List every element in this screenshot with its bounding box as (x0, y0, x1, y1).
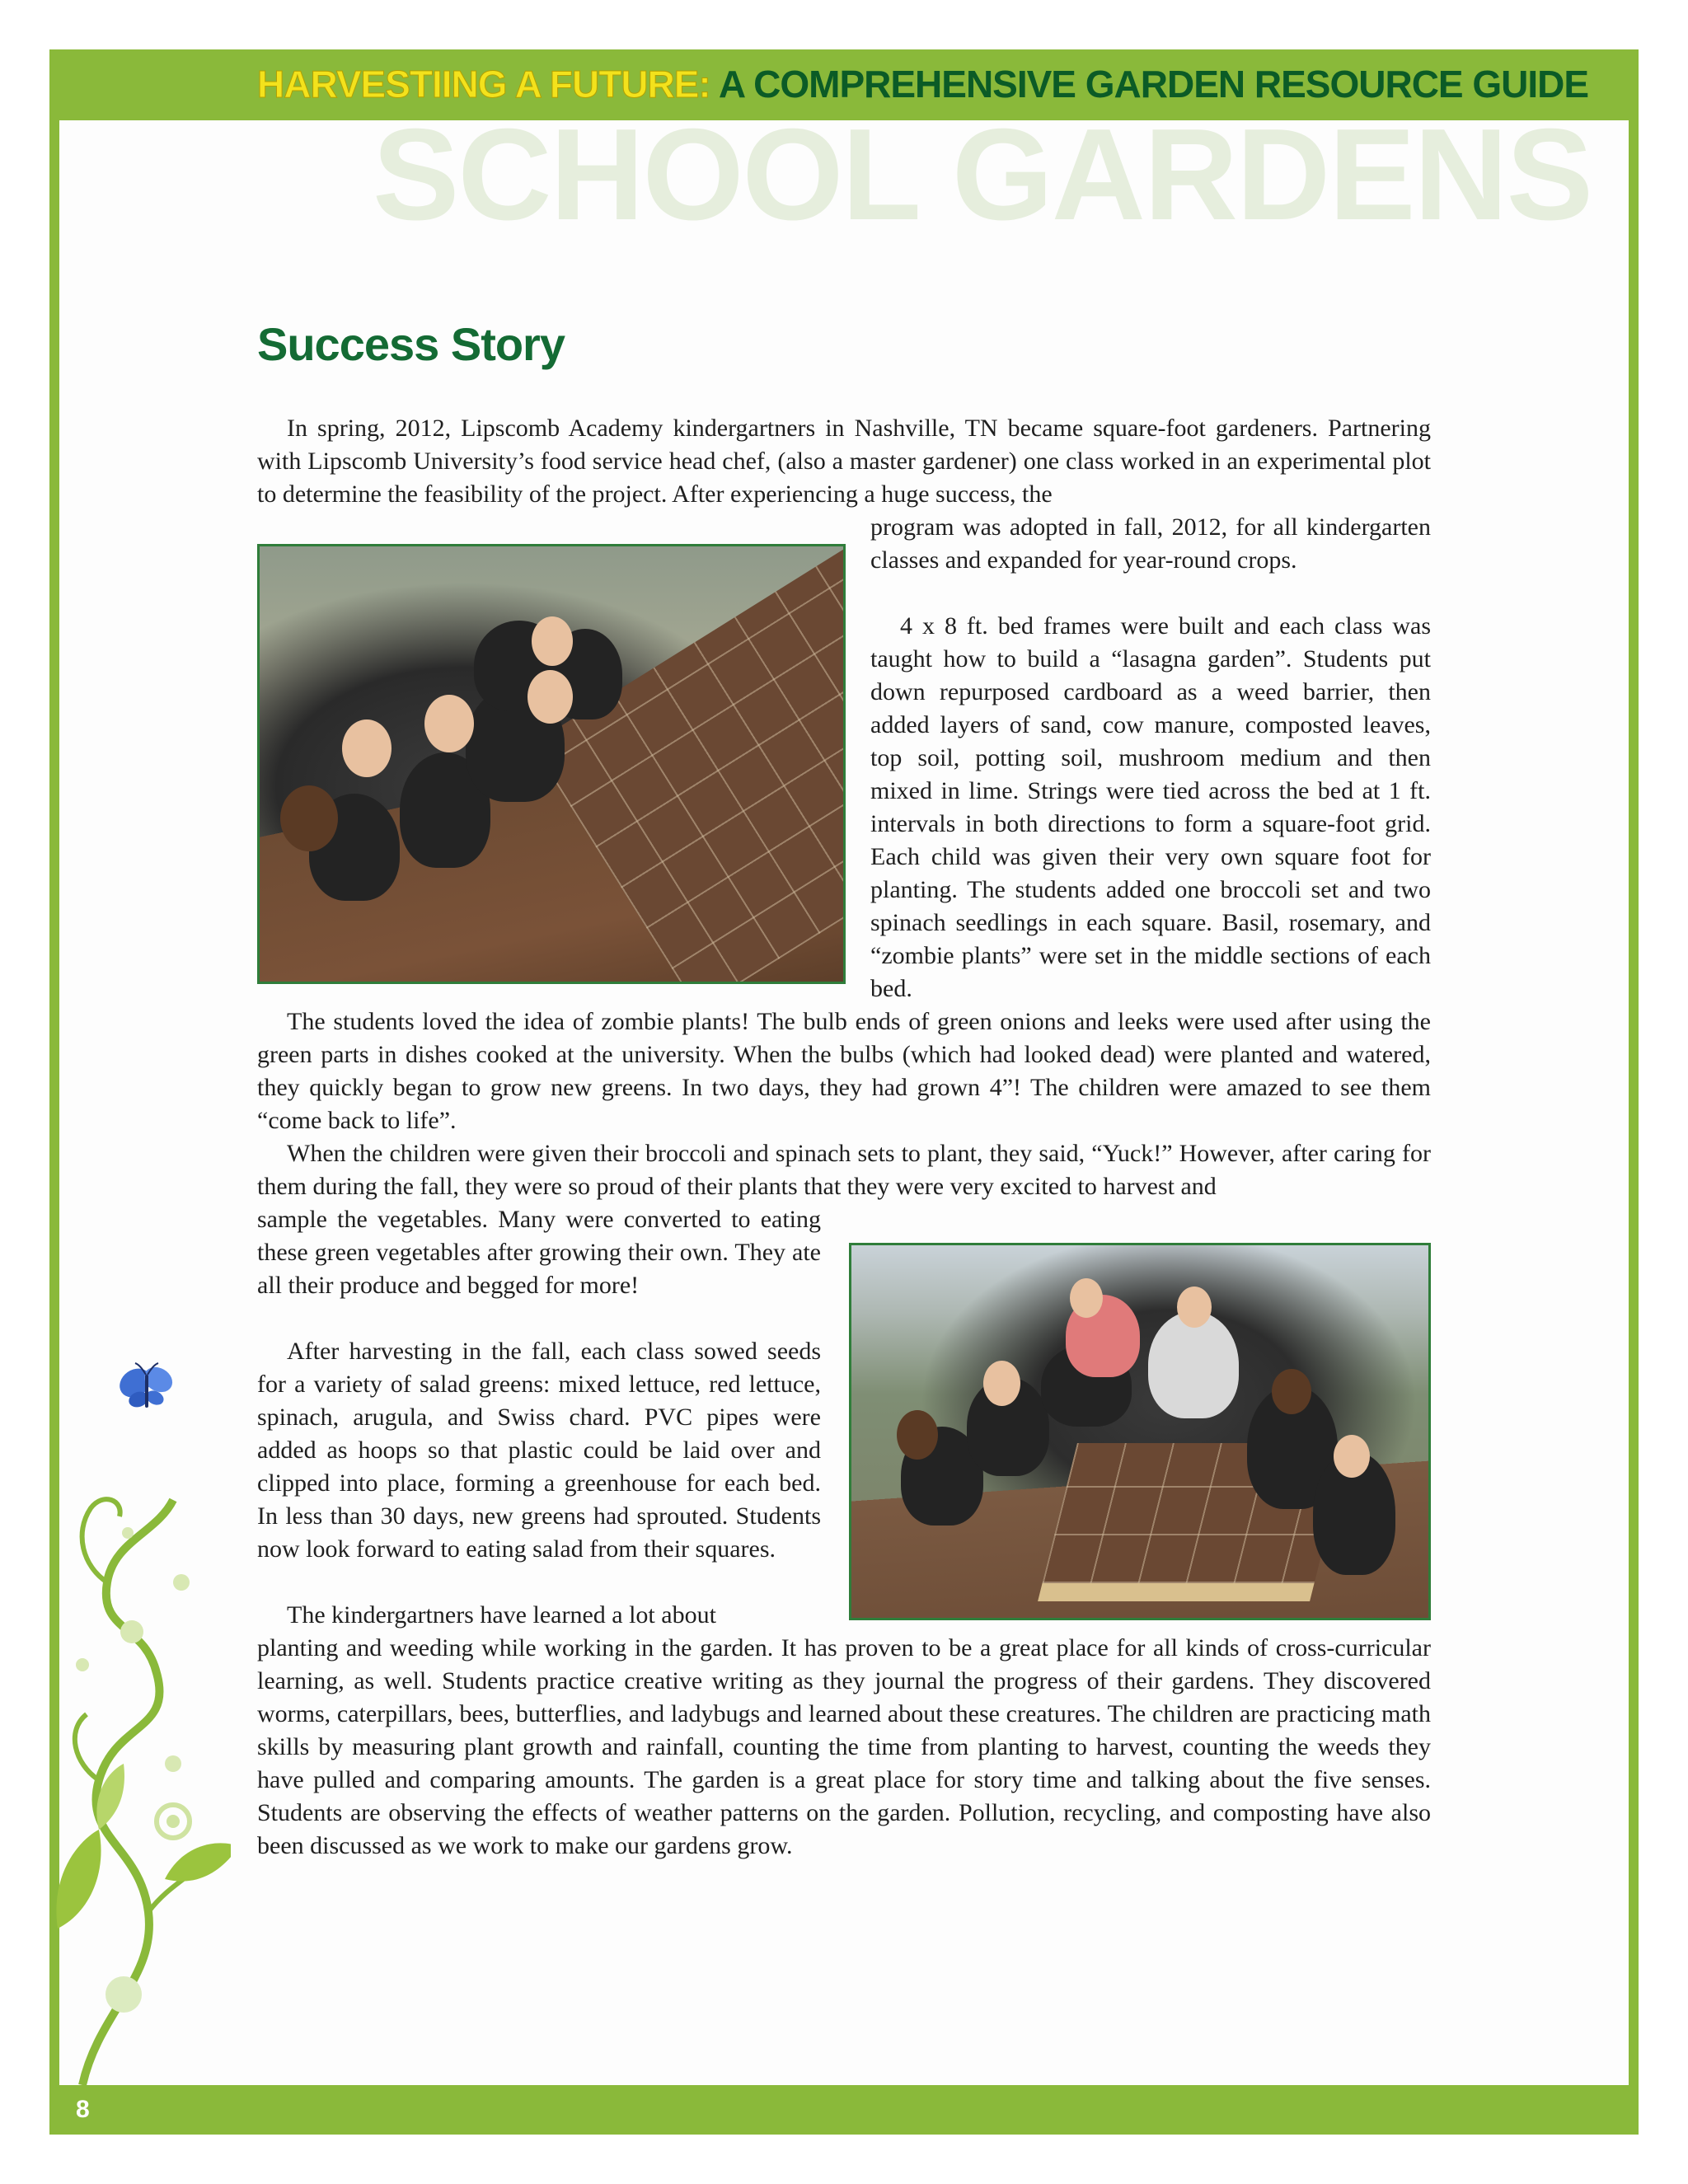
paragraph-zombie-plants (257, 1005, 1431, 1137)
paragraph-intro-continued-text: program was adopted in fall, 2012, for all kindergarten classes and expanded for year-round crops. (870, 513, 1431, 574)
paragraph-intro-text: In spring, 2012, Lipscomb Academy kindergartners in Nashville, TN became square-foot gardeners. Partnering with Lipscomb University’s food service head chef, (also a master gardener) one class worked in an experimental plot to determine the feasibility of the project. After experiencing a huge success, the (257, 415, 1431, 508)
child-face (528, 670, 573, 724)
child-face (342, 719, 392, 777)
paragraph-learning-continued-text: planting and weeding while working in the garden. It has proven to be a great place for all kinds of cross-curricular learning, as well. Students practice creative writing as they journal the progress of their gardens. They discovered worms, caterpillars, bees, butterflies, and ladybugs and learned about these creatures. The children are practicing math skills by measuring plant growth and rainfall, counting the time from planting to harvest, counting the weeds they have pulled and comparing amounts. The garden is a great place for story time and talking about the five senses. Students are observing the effects of weather patterns on the garden. Pollution, recycling, and composting have also been discussed as we work to make our gardens grow. (257, 1634, 1431, 1859)
guide-title-part2: A COMPREHENSIVE GARDEN RESOURCE GUIDE (718, 63, 1589, 105)
child-face (897, 1410, 938, 1460)
raised-bed (532, 544, 846, 984)
paragraph-bed-frames-text: 4 x 8 ft. bed frames were built and each class was taught how to build a “lasagna garden”. Students put down repurposed cardboard as a weed barrier, then added layers of sand, cow manure, composted leaves, top soil, potting soil, mushroom medium and then mixed in lime. Strings were tied across the bed at 1 ft. intervals in both directions to form a square-foot grid. Each child was given their very own square foot for planting. The students added one broccoli set and two spinach seedlings in each square. Basil, rosemary, and “zombie plants” were set in the middle sections of each bed. (870, 612, 1431, 1002)
paragraph-bed-frames (870, 610, 1431, 1005)
article-heading: Success Story (257, 318, 565, 370)
child-face (280, 785, 338, 851)
paragraph-zombie-plants-text: The students loved the idea of zombie plants! The bulb ends of green onions and leeks were used after using the green parts in dishes cooked at the university. When the bulbs (which had looked dead) were planted and watered, they quickly began to grow new greens. In two days, they had grown 4”! The children were amazed to see them “come back to life”. (257, 1008, 1431, 1134)
child-face (1272, 1369, 1311, 1414)
paragraph-intro-continued (870, 511, 1431, 577)
section-watermark: SCHOOL GARDENS (373, 102, 1592, 247)
footer-band (49, 2085, 1639, 2135)
adult-face (1177, 1286, 1212, 1328)
guide-title-part1: HARVESTIING A FUTURE: (257, 63, 710, 105)
paragraph-learning-continued (257, 1632, 1431, 1863)
paragraph-broccoli-text: When the children were given their broccoli and spinach sets to plant, they said, “Yuck!” However, after caring for them during the fall, they were so proud of their plants that they were very excited to harvest and (257, 1140, 1431, 1200)
paragraph-broccoli-continued (257, 1203, 821, 1302)
child-face (1334, 1435, 1370, 1478)
garden-photo-2 (849, 1243, 1431, 1620)
paragraph-broccoli (257, 1137, 1431, 1203)
garden-photo-1 (257, 544, 846, 984)
paragraph-broccoli-continued-text: sample the vegetables. Many were converted to eating these green vegetables after growing their own. They ate all their produce and begged for more! (257, 1206, 821, 1299)
paragraph-salad-greens (257, 1335, 821, 1566)
paragraph-salad-greens-text: After harvesting in the fall, each class sowed seeds for a variety of salad greens: mixed lettuce, red lettuce, spinach, arugula, and Swiss chard. PVC pipes were added as hoops so that plastic could be laid over and clipped into place, forming a greenhouse for each bed. In less than 30 days, new greens had sprouted. Students now look forward to eating salad from their squares. (257, 1338, 821, 1563)
child-face (532, 616, 573, 666)
page-number: 8 (76, 2096, 90, 2123)
adult-face (1070, 1278, 1103, 1318)
paragraph-learning-text: The kindergartners have learned a lot about (287, 1601, 716, 1629)
paragraph-learning (257, 1599, 821, 1632)
butterfly-icon (115, 1361, 178, 1419)
child-face (983, 1361, 1020, 1406)
child-face (424, 695, 474, 752)
paragraph-intro (257, 412, 1431, 511)
vine-decoration (49, 1483, 231, 2085)
